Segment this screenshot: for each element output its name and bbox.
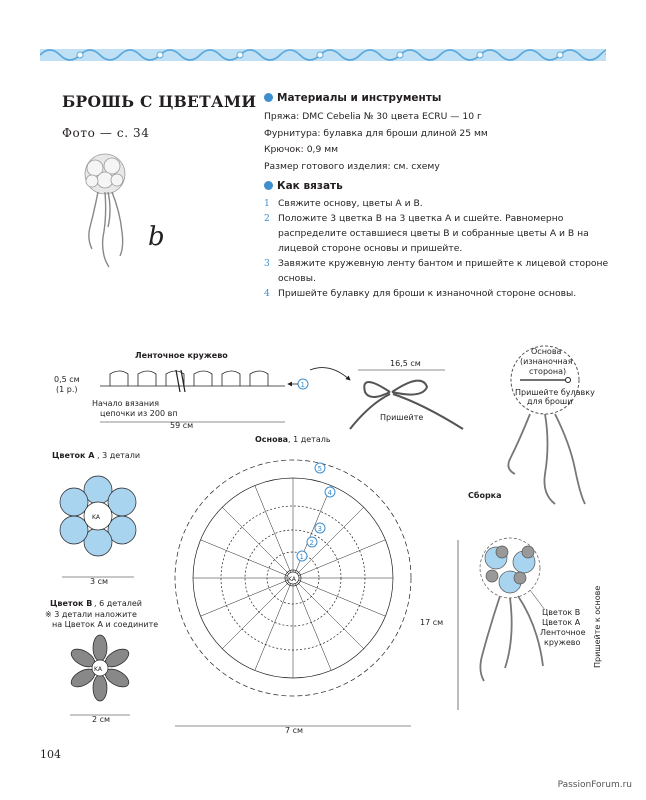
howto-heading [264,180,343,192]
assembly-illustration [480,538,543,681]
page-number: 104 [40,748,61,761]
flower-b-note: на Цветок А и соедините [52,620,159,629]
crochet-diagram [40,340,620,740]
assembly-lace-label: Ленточное [540,628,586,637]
materials-heading [264,92,441,104]
lace-start-label: Начало вязания [92,399,160,408]
page-title: БРОШЬ С ЦВЕТАМИ [62,92,257,111]
pin-label: для броши [527,397,573,406]
flower-b-title: Цветок В [50,599,93,608]
flower-b-center-label: KA [94,666,102,673]
base-count: , 1 деталь [288,435,331,444]
step-item [264,196,610,211]
howto-heading-text: Как вязать [277,180,343,192]
materials-heading-text: Материалы и инструменты [277,92,442,104]
lace-rows-label: (1 р.) [56,385,78,394]
row-marker-label: 1 [299,553,304,561]
flower-b-width-label: 2 см [92,715,111,724]
pin-label: Пришейте булавку [515,388,595,397]
assembly-side-label: Пришейте к основе [593,585,602,668]
materials-line: Фурнитура: булавка для броши длиной 25 мм [264,127,488,139]
base-center-label: KA [288,576,296,583]
step-number: 2 [264,213,270,224]
step-number: 4 [264,288,270,299]
step-number: 1 [264,198,270,209]
flower-a-width-label: 3 см [90,577,109,586]
step-text: Пришейте булавку для броши к изнаночной стороне основы. [278,288,577,299]
lace-height-label: 0,5 см [54,375,80,384]
row-marker-label: 3 [317,525,322,533]
lace-width-label: 59 см [170,421,194,430]
assembly-lace-label: кружево [544,638,581,647]
row-marker-label: 1 [300,381,305,389]
assembly-title: Сборка [468,491,502,500]
lace-chart [100,370,285,392]
bow-sew-label: Пришейте [380,413,424,422]
step-number: 3 [264,258,270,269]
row-marker-label: 2 [309,539,314,547]
materials-line: Крючок: 0,9 мм [264,144,339,155]
assembly-flower-b-label: Цветок В [542,608,581,617]
materials-line: Размер готового изделия: см. схему [264,160,440,172]
base-row-markers [297,463,335,561]
assembly-flower-a-label: Цветок А [542,618,581,627]
flower-a-title: Цветок А [52,451,95,460]
back-ribbon-tails [508,414,585,504]
flower-a-count: , 3 детали [97,451,141,460]
decorative-wave-border [40,40,606,70]
step-text: Свяжите основу, цветы А и В. [278,198,423,209]
step-item [264,211,610,256]
bullet-dot-icon [264,181,273,190]
assembly-height-label: 17 см [420,618,444,627]
step-item [264,286,610,301]
flower-b-count: , 6 деталей [94,599,142,608]
base-back-label: (изнаночная [520,357,573,366]
step-item [264,256,610,286]
base-width-label: 7 см [285,726,304,735]
watermark: PassionForum.ru [557,780,632,790]
photo-letter: b [148,222,165,252]
base-back-label: сторона) [529,367,567,376]
materials-line: Пряжа: DMC Cebelia № 30 цвета ECRU — 10 г [264,111,482,122]
bow-width-label: 16,5 см [390,359,421,368]
bullet-dot-icon [264,93,273,102]
step-text: Завяжите кружевную ленту бантом и пришейте к лицевой стороне основы. [278,258,609,284]
photo-reference: Фото — с. 34 [62,126,150,140]
base-back-label: Основа [531,347,562,356]
lace-start-label: цепочки из 200 вп [100,409,178,418]
flower-a-center-label: KA [92,514,100,521]
step-text: Положите 3 цветка В на 3 цветка А и сшейте. Равномерно распределите оставшиеся цветы В и собранные цветы А и В на лицевой стороне основы и пришейте. [278,213,589,254]
brooch-photo [70,148,140,278]
lace-title: Ленточное кружево [135,351,228,360]
howto-steps [264,196,610,301]
row-marker-label: 5 [317,465,322,473]
row-marker-label: 4 [327,489,332,497]
materials-list [264,109,488,175]
flower-b-note: ※ 3 детали наложите [45,610,137,619]
base-title: Основа [255,435,289,444]
